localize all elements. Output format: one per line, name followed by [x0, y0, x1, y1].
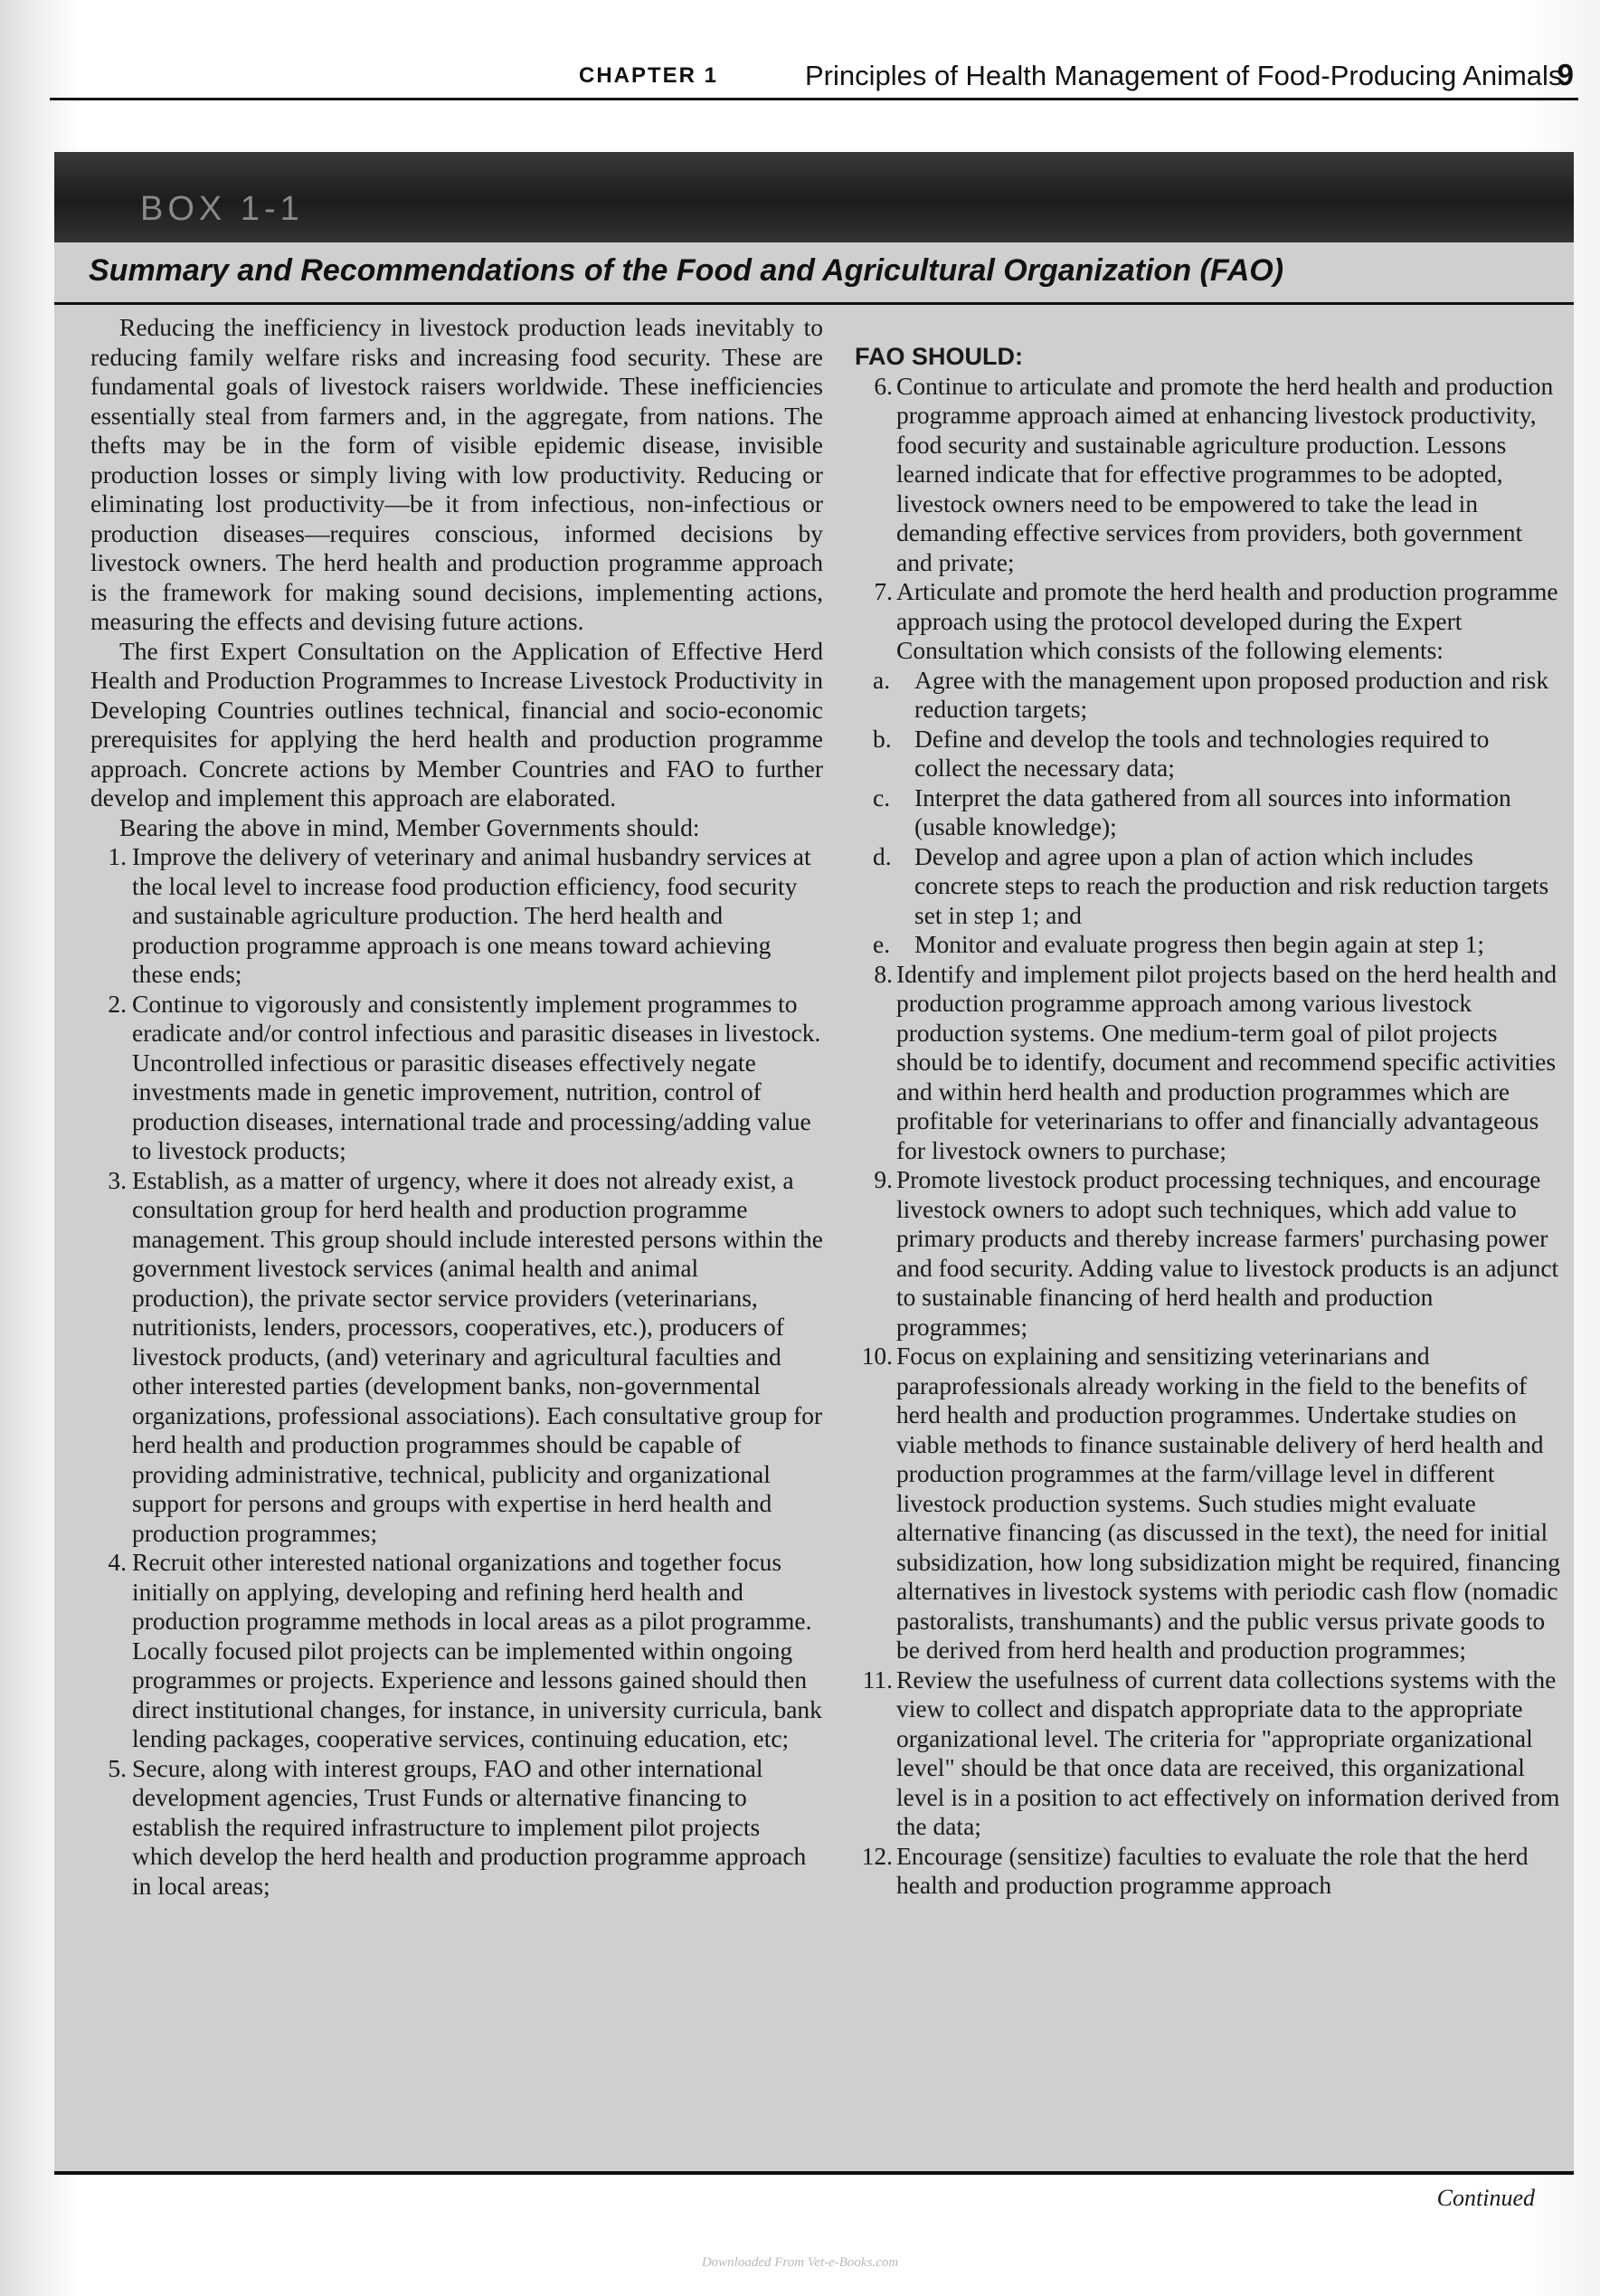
protocol-subitem [855, 666, 1560, 725]
item-number: 3. [108, 1165, 127, 1194]
header-rule [50, 98, 1578, 100]
fao-heading: FAO SHOULD: [855, 343, 1023, 370]
recommendation-item [90, 1754, 823, 1902]
item-text: Recruit other interested national organizations and together focus initially on applying, developing and refining herd health and production programme methods in local areas as a pilot programme. Locally focused pilot projects can be implemented within ongoing programmes or projects. Experience and lessons gained should then direct institutional changes, for instance, in university curricula, bank lending packages, cooperative services, continuing education, etc; [132, 1548, 822, 1752]
page-number: 9 [1557, 58, 1574, 91]
box-1-1 [54, 152, 1574, 2171]
recommendation-item [855, 1842, 1560, 1901]
left-column [90, 313, 823, 1901]
subitem-text: Monitor and evaluate progress then begin again at step 1; [914, 930, 1485, 958]
item-text: Secure, along with interest groups, FAO and other international development agencies, Trust Funds or alternative financing to establish the required infrastructure to implement pilot projects which develop the herd health and production programme approach in local areas; [132, 1753, 807, 1900]
item-text: Continue to vigorously and consistently implement programmes to eradicate and/or control infectious and parasitic diseases in livestock. Uncontrolled infectious or parasitic diseases effectively negate investments made in genetic improvement, nutrition, control of production diseases, international trade and processing/adding value to livestock products; [132, 989, 821, 1164]
running-head [54, 56, 1574, 101]
subitem-letter: a. [873, 665, 891, 694]
recommendation-item [855, 1165, 1560, 1342]
intro-paragraph: Bearing the above in mind, Member Governments should: [119, 812, 700, 841]
subitem-text: Define and develop the tools and technologies required to collect the necessary data; [914, 724, 1490, 782]
item-number: 8. [874, 959, 893, 988]
item-text: Review the usefulness of current data collections systems with the view to collect and dispatch appropriate data to the appropriate organizational level. The criteria for "appropriate organizational level" should be that once data are received, this organizational level is in a position to act effectively on information derived from the data; [896, 1665, 1560, 1840]
item-text: Focus on explaining and sensitizing veterinarians and paraprofessionals already working in the field to the benefits of herd health and production programmes. Undertake studies on viable methods to finance sustainable delivery of herd health and production programmes at the farm/village level in different livestock production systems. Such studies might evaluate alternative financing (as discussed in the text), the need for initial subsidization, how long subsidization might be required, financing alternatives in livestock systems with periodic cash flow (nomadic pastoralists, transhumants) and the public versus private goods to be derived from herd health and production programmes; [896, 1342, 1560, 1664]
item-text: Encourage (sensitize) faculties to evaluate the role that the herd health and production programme approach [896, 1841, 1529, 1899]
item-number: 9. [874, 1165, 893, 1193]
subitem-letter: d. [873, 841, 892, 870]
recommendation-item [90, 1548, 823, 1754]
item-number: 2. [108, 989, 127, 1018]
recommendation-item [855, 960, 1560, 1166]
subitem-text: Agree with the management upon proposed production and risk reduction targets; [914, 665, 1549, 723]
item-number: 5. [108, 1753, 127, 1782]
item-text: Establish, as a matter of urgency, where it does not already exist, a consultation group for herd health and production programme management. This group should include interested persons within the government livestock services (animal health and animal production), the private sector service providers (veterinarians, nutritionists, lenders, processors, cooperatives, etc.), producers of livestock products, (and) veterinary and agricultural faculties and other interested parties (development banks, non-governmental organizations, professional associations). Each consultative group for herd health and production programmes should be capable of providing administrative, technical, publicity and organizational support for persons and groups with expertise in herd health and production programmes; [132, 1165, 823, 1547]
intro-paragraph: The first Expert Consultation on the Application of Effective Herd Health and Production Programmes to Increase Livestock Productivity in Developing Countries outlines technical, financial and socio-economic prerequisites for applying the herd health and production programme approach. Concrete actions by Member Countries and FAO to further develop and implement this approach are elaborated. [90, 636, 823, 811]
recommendation-item [90, 1166, 823, 1549]
box-title: Summary and Recommendations of the Food and Agricultural Organization (FAO) [89, 253, 1284, 288]
recommendation-item [90, 842, 823, 990]
item-number: 11. [862, 1665, 893, 1694]
item-number: 7. [874, 577, 893, 605]
subitem-letter: c. [873, 783, 891, 811]
subitem-text: Develop and agree upon a plan of action which includes concrete steps to reach the production and risk reduction targets set in step 1; and [914, 841, 1549, 929]
item-number: 10. [861, 1342, 893, 1370]
recommendation-item [855, 577, 1560, 666]
recommendation-item [855, 1342, 1560, 1665]
subitem-letter: b. [873, 724, 892, 753]
protocol-subitem [855, 783, 1560, 842]
subitem-text: Interpret the data gathered from all sources into information (usable knowledge); [914, 783, 1511, 840]
box-header-bar [54, 152, 1574, 242]
subitem-letter: e. [873, 930, 891, 958]
box-bottom-rule [54, 2171, 1574, 2175]
item-number: 1. [108, 842, 127, 870]
item-number: 12. [861, 1841, 893, 1870]
chapter-title: Principles of Health Management of Food-Producing Animals [805, 60, 1563, 91]
chapter-label: CHAPTER 1 [579, 63, 719, 88]
box-title-rule [54, 302, 1574, 305]
item-number: 4. [108, 1548, 127, 1576]
continued-label: Continued [1436, 2185, 1535, 2211]
item-text: Promote livestock product processing techniques, and encourage livestock owners to adopt such techniques, which add value to primary products and thereby increase farmers' purchasing power and food security. Adding value to livestock products is an adjunct to sustainable financing of herd health and production programmes; [896, 1165, 1559, 1341]
item-text: Identify and implement pilot projects based on the herd health and production programme approach among various livestock production systems. One medium-term goal of pilot projects should be to identify, document and recommend specific activities and within herd health and production programmes which are profitable for veterinarians to offer and financially advantageous for livestock owners to purchase; [896, 959, 1557, 1164]
item-number: 6. [874, 371, 893, 400]
item-text: Articulate and promote the herd health and production programme approach using the protocol developed during the Expert Consultation which consists of the following elements: [896, 577, 1558, 664]
recommendation-item [855, 372, 1560, 578]
intro-paragraph: Reducing the inefficiency in livestock production leads inevitably to reducing family welfare risks and increasing food security. These are fundamental goals of livestock raisers worldwide. These inefficiencies essentially steal from farmers and, in the aggregate, from nations. The thefts may be in the form of visible epidemic disease, invisible production losses or simply living with low productivity. Reducing or eliminating lost productivity—be it from infectious, non-infectious or production diseases—requires conscious, informed decisions by livestock owners. The herd health and production programme approach is the framework for making sound decisions, implementing actions, measuring the effects and devising future actions. [90, 313, 823, 635]
recommendation-item [855, 1665, 1560, 1842]
box-label: BOX 1-1 [140, 190, 304, 228]
protocol-subitem [855, 725, 1560, 783]
protocol-subitem [855, 930, 1560, 960]
item-text: Continue to articulate and promote the herd health and production programme approach aimed at enhancing livestock productivity, food security and sustainable agriculture production. Lessons learned indicate that for effective programmes to be adopted, livestock owners need to be empowered to take the lead in demanding effective services from providers, both government and private; [896, 371, 1554, 576]
item-text: Improve the delivery of veterinary and animal husbandry services at the local level to increase food production efficiency, food security and sustainable agriculture production. The herd health and production programme approach is one means toward achieving these ends; [132, 842, 811, 988]
watermark: Downloaded From Vet-e-Books.com [701, 2255, 899, 2270]
protocol-subitem [855, 842, 1560, 931]
right-column [855, 313, 1560, 1901]
recommendation-item [90, 990, 823, 1166]
